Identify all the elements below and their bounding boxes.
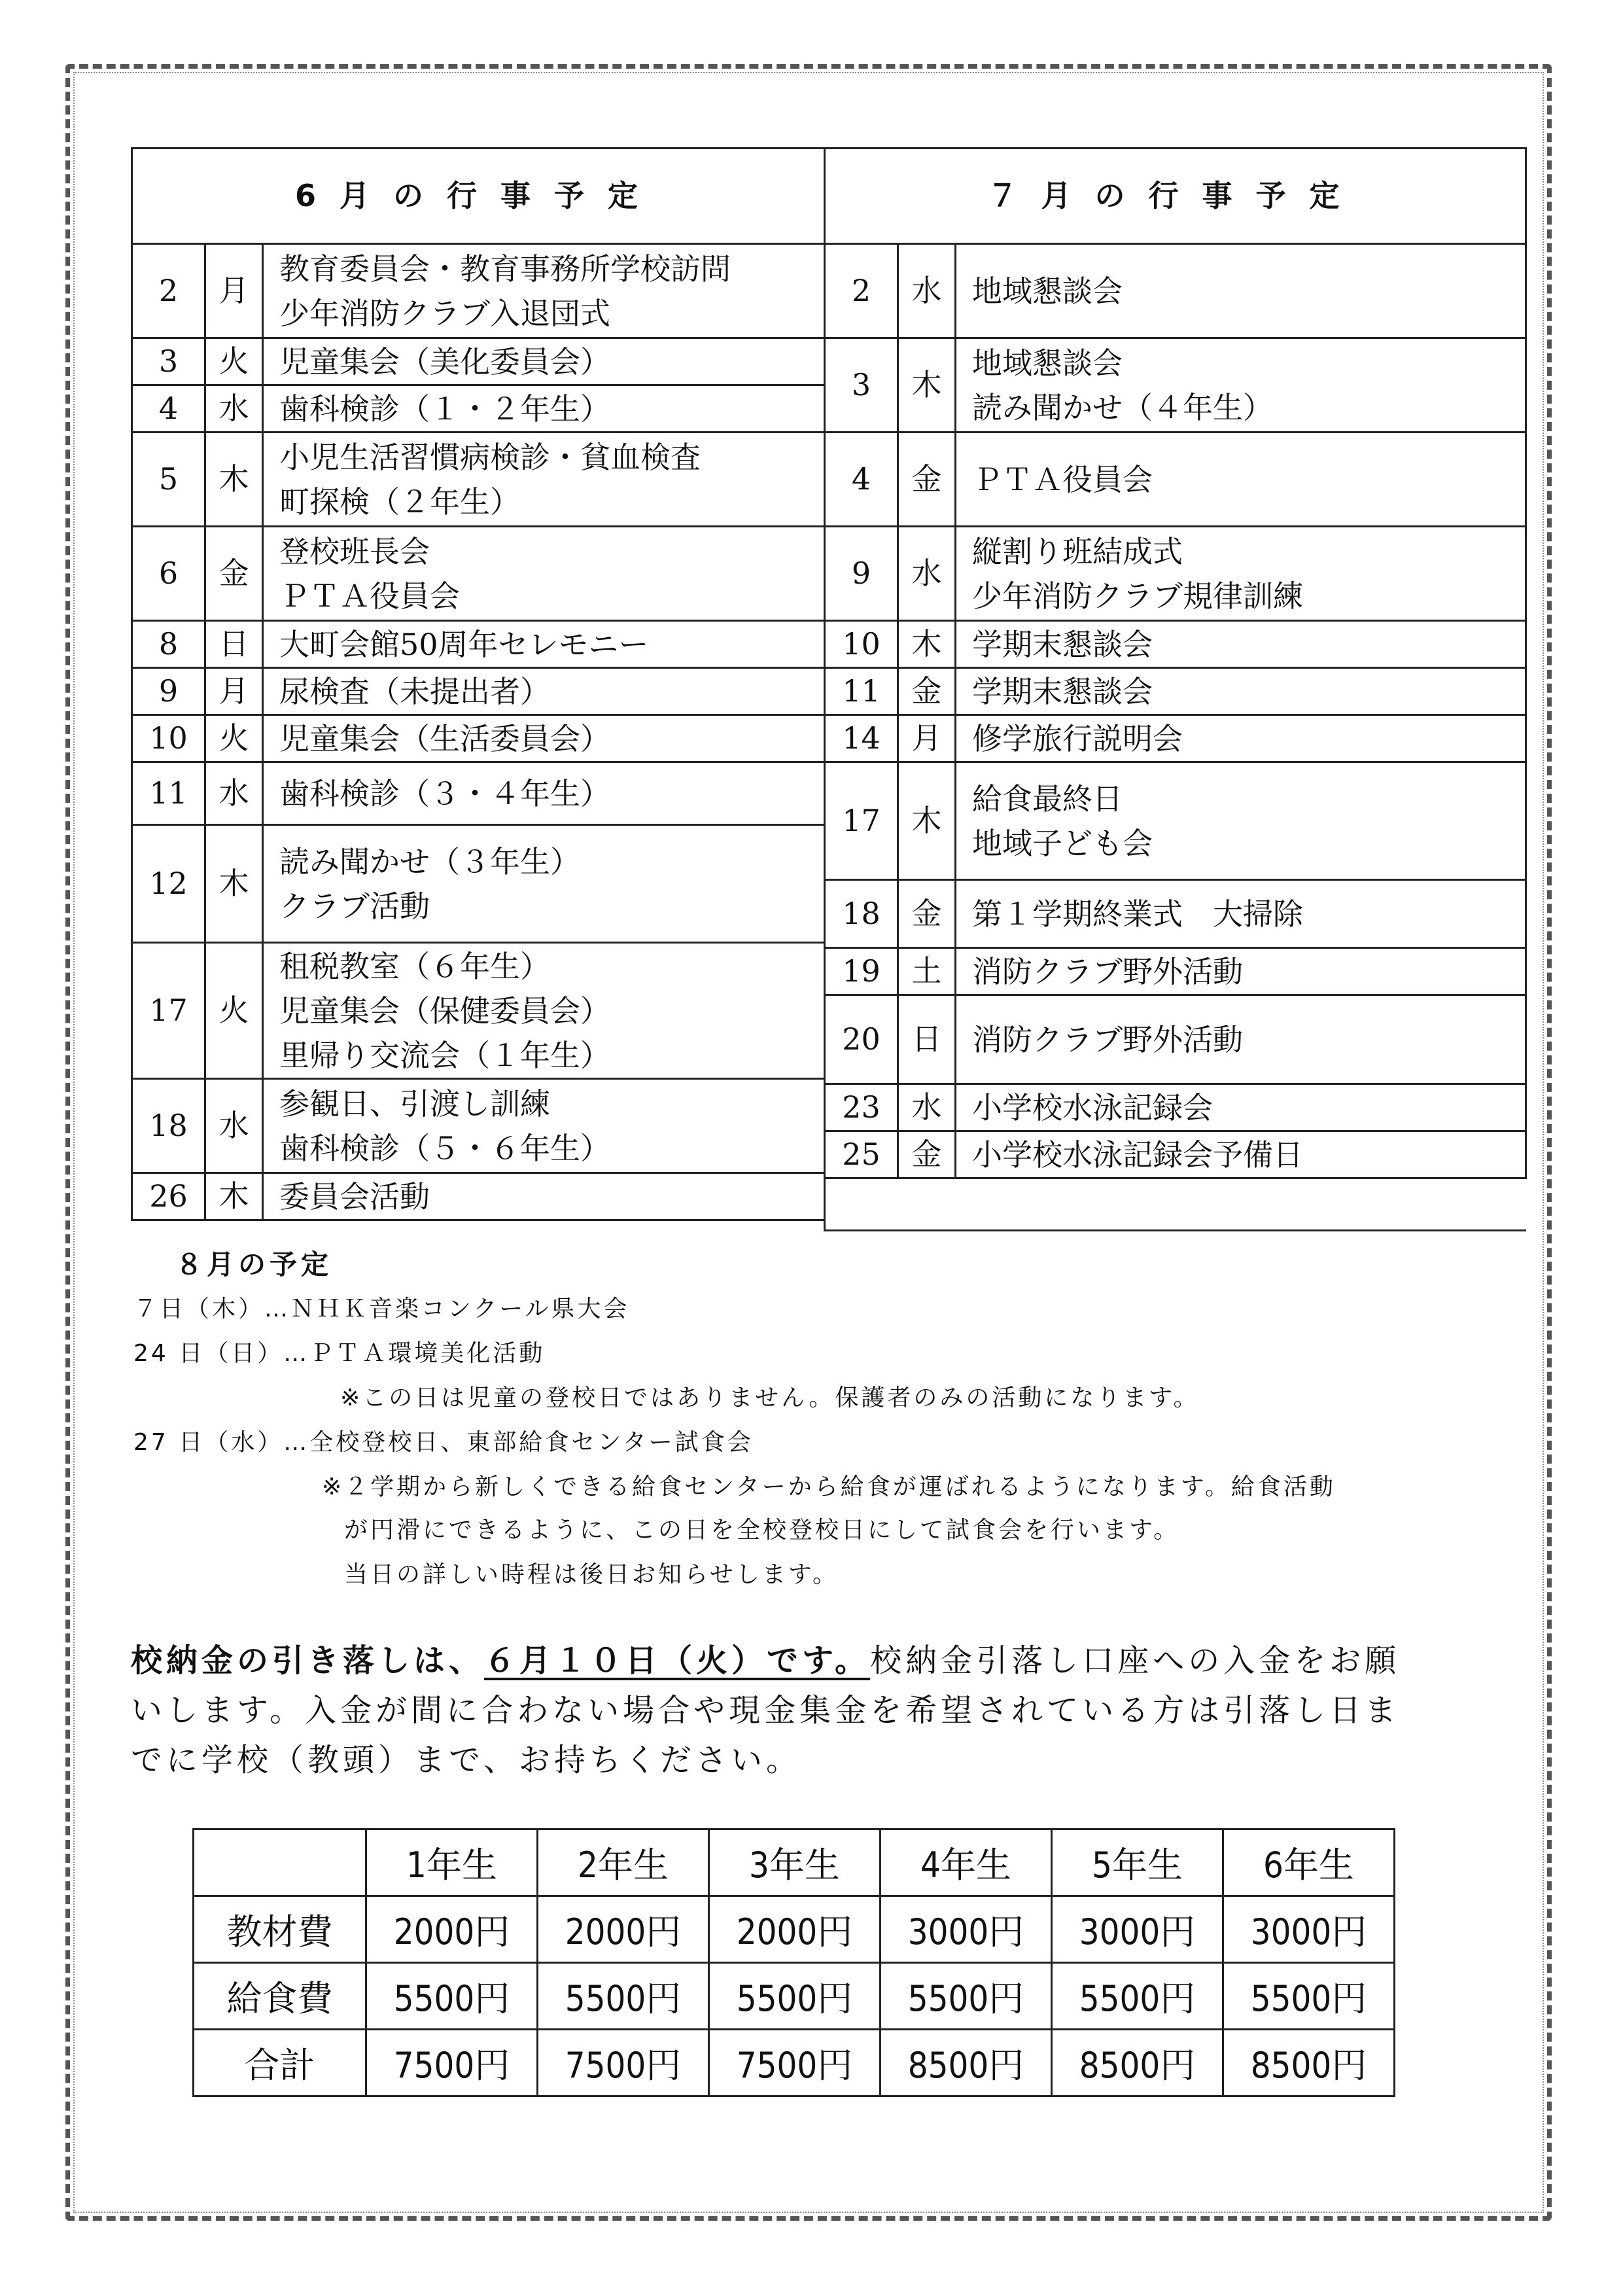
july-events: [956, 433, 1526, 527]
event-line: 大町会館50周年セレモニー: [279, 626, 649, 662]
event-line: 児童集会（生活委員会）: [279, 720, 610, 756]
july-events: [956, 715, 1526, 762]
july-weekday: 木: [898, 762, 956, 880]
fee-header: 3年生: [709, 1829, 881, 1896]
june-events: [263, 943, 825, 1079]
june-weekday: 水: [205, 385, 263, 433]
fee-cell: 8500円: [1052, 2030, 1223, 2096]
june-schedule-table: [131, 147, 826, 1221]
august-line: ７日（木）…ＮＨＫ音楽コンクール県大会: [133, 1296, 630, 1322]
fee-header: 4年生: [881, 1829, 1052, 1896]
june-events: [263, 338, 825, 385]
event-line: 町探検（２年生）: [279, 484, 520, 520]
june-day: 6: [132, 527, 205, 621]
fee-cell: 2000円: [538, 1896, 709, 1963]
july-day: 10: [825, 621, 898, 668]
july-weekday: 水: [898, 527, 956, 621]
june-day: 10: [132, 715, 205, 762]
event-line: 尿検査（未提出者）: [279, 673, 550, 709]
event-line: 地域懇談会: [972, 273, 1123, 309]
july-events: [956, 1084, 1526, 1131]
july-day: 9: [825, 527, 898, 621]
august-note: ※２学期から新しくできる給食センターから給食が運ばれるようになります。給食活動: [322, 1474, 1336, 1500]
july-events: [956, 527, 1526, 621]
june-weekday: 火: [205, 943, 263, 1079]
fee-cell: 3000円: [1223, 1896, 1395, 1963]
july-day: 19: [825, 948, 898, 995]
july-day: 18: [825, 880, 898, 948]
july-header: ７月の行事予定: [825, 149, 1526, 244]
june-events: [263, 385, 825, 433]
june-header: 6月の行事予定: [132, 149, 825, 244]
june-events: [263, 668, 825, 715]
fee-line3: でに学校（教頭）まで、お持ちください。: [131, 1742, 802, 1778]
july-day: 25: [825, 1131, 898, 1178]
july-weekday: 金: [898, 880, 956, 948]
event-line: 少年消防クラブ入退団式: [279, 295, 610, 331]
event-line: 教育委員会・教育事務所学校訪問: [279, 251, 731, 287]
july-weekday: 水: [898, 1084, 956, 1131]
fee-date: ６月１０日（火）です。: [484, 1642, 871, 1679]
fee-cell: 8500円: [881, 2030, 1052, 2096]
august-title: ８月の予定: [175, 1248, 333, 1280]
event-line: 登校班長会: [279, 533, 430, 569]
fee-cell: 3000円: [881, 1896, 1052, 1963]
event-line: 児童集会（保健委員会）: [279, 993, 610, 1029]
july-events: [956, 338, 1526, 433]
july-events: [956, 668, 1526, 715]
event-line: 租税教室（６年生）: [279, 948, 550, 984]
july-weekday: 金: [898, 433, 956, 527]
event-line: 小学校水泳記録会: [972, 1089, 1213, 1125]
fee-header: 5年生: [1052, 1829, 1223, 1896]
july-weekday: 金: [898, 668, 956, 715]
fee-row-label: 教材費: [194, 1896, 366, 1963]
event-line: 地域子ども会: [972, 825, 1153, 861]
fee-cell: 7500円: [366, 2030, 538, 2096]
event-line: 縦割り班結成式: [972, 533, 1183, 569]
june-day: 17: [132, 943, 205, 1079]
event-line: 歯科検診（３・４年生）: [279, 775, 610, 811]
fee-cell: 5500円: [538, 1963, 709, 2030]
fee-cell: 3000円: [1052, 1896, 1223, 1963]
fee-row-label: 給食費: [194, 1963, 366, 2030]
july-weekday: 月: [898, 715, 956, 762]
june-events: [263, 433, 825, 527]
june-weekday: 火: [205, 715, 263, 762]
event-line: 参観日、引渡し訓練: [279, 1086, 550, 1122]
event-line: 学期末懇談会: [972, 673, 1153, 709]
event-line: 読み聞かせ（４年生）: [972, 389, 1273, 425]
fee-cell: 5500円: [881, 1963, 1052, 2030]
july-day: 14: [825, 715, 898, 762]
june-day: 12: [132, 825, 205, 943]
event-line: 消防クラブ野外活動: [972, 1021, 1243, 1057]
event-line: ＰＴＡ役員会: [279, 578, 460, 614]
july-events: [956, 880, 1526, 948]
fee-cell: 2000円: [709, 1896, 881, 1963]
event-line: 小児生活習慣病検診・貧血検査: [279, 439, 701, 475]
june-events: [263, 621, 825, 668]
fee-cell: 5500円: [1052, 1963, 1223, 2030]
fee-table: [192, 1828, 1395, 2097]
fee-cell: 5500円: [366, 1963, 538, 2030]
august-note: が円滑にできるように、この日を全校登校日にして試食会を行います。: [344, 1517, 1180, 1544]
event-line: クラブ活動: [279, 888, 430, 924]
event-line: 小学校水泳記録会予備日: [972, 1137, 1303, 1173]
fee-line2: いします。入金が間に合わない場合や現金集金を希望されている方は引落し日ま: [131, 1692, 1401, 1729]
july-day: 20: [825, 995, 898, 1084]
august-note: 当日の詳しい時程は後日お知らせします。: [344, 1561, 839, 1588]
event-line: 修学旅行説明会: [972, 720, 1183, 756]
fee-cell: 8500円: [1223, 2030, 1395, 2096]
july-day: 2: [825, 244, 898, 338]
event-line: 消防クラブ野外活動: [972, 953, 1243, 989]
event-line: ＰＴＡ役員会: [972, 461, 1153, 497]
july-weekday: 土: [898, 948, 956, 995]
fee-header: 1年生: [366, 1829, 538, 1896]
june-day: 8: [132, 621, 205, 668]
july-weekday: 木: [898, 338, 956, 433]
event-line: 第１学期終業式 大掃除: [972, 896, 1303, 932]
june-events: [263, 1079, 825, 1173]
june-day: 26: [132, 1173, 205, 1220]
june-events: [263, 762, 825, 825]
july-weekday: 金: [898, 1131, 956, 1178]
june-weekday: 木: [205, 1173, 263, 1220]
event-line: 里帰り交流会（１年生）: [279, 1037, 610, 1073]
june-events: [263, 527, 825, 621]
july-day: 11: [825, 668, 898, 715]
empty-cell: [825, 1178, 1526, 1231]
june-day: 3: [132, 338, 205, 385]
fee-rest: 校納金引落し口座への入金をお願: [870, 1642, 1401, 1679]
june-day: 18: [132, 1079, 205, 1173]
july-weekday: 日: [898, 995, 956, 1084]
event-line: 歯科検診（５・６年生）: [279, 1130, 610, 1166]
event-line: 少年消防クラブ規律訓練: [972, 578, 1303, 614]
july-weekday: 木: [898, 621, 956, 668]
june-weekday: 火: [205, 338, 263, 385]
july-events: [956, 621, 1526, 668]
fee-cell: 7500円: [709, 2030, 881, 2096]
fee-cell: 2000円: [366, 1896, 538, 1963]
event-line: 歯科検診（１・２年生）: [279, 391, 610, 427]
event-line: 地域懇談会: [972, 345, 1123, 381]
june-events: [263, 825, 825, 943]
august-line: 24 日（日）…ＰＴＡ環境美化活動: [133, 1340, 546, 1367]
june-day: 9: [132, 668, 205, 715]
june-weekday: 月: [205, 244, 263, 338]
july-events: [956, 244, 1526, 338]
event-line: 児童集会（美化委員会）: [279, 344, 610, 380]
june-weekday: 木: [205, 433, 263, 527]
event-line: 学期末懇談会: [972, 626, 1153, 662]
fee-cell: 5500円: [709, 1963, 881, 2030]
fee-notice: [131, 1636, 1478, 1785]
event-line: 給食最終日: [972, 781, 1123, 817]
july-day: 4: [825, 433, 898, 527]
june-weekday: 水: [205, 762, 263, 825]
june-events: [263, 715, 825, 762]
fee-header: 2年生: [538, 1829, 709, 1896]
july-events: [956, 762, 1526, 880]
event-line: 読み聞かせ（３年生）: [279, 843, 580, 879]
june-weekday: 木: [205, 825, 263, 943]
june-weekday: 日: [205, 621, 263, 668]
fee-header: 6年生: [1223, 1829, 1395, 1896]
june-events: [263, 244, 825, 338]
august-line: 27 日（水）…全校登校日、東部給食センター試食会: [133, 1429, 754, 1456]
fee-row-label: 合計: [194, 2030, 366, 2096]
july-events: [956, 995, 1526, 1084]
june-weekday: 月: [205, 668, 263, 715]
june-weekday: 金: [205, 527, 263, 621]
june-day: 2: [132, 244, 205, 338]
july-day: 3: [825, 338, 898, 433]
july-events: [956, 1131, 1526, 1178]
fee-cell: 5500円: [1223, 1963, 1395, 2030]
june-day: 4: [132, 385, 205, 433]
fee-cell: 7500円: [538, 2030, 709, 2096]
event-line: 委員会活動: [279, 1178, 430, 1214]
fee-header-blank: [194, 1829, 366, 1896]
fee-lead: 校納金の引き落しは、: [131, 1642, 485, 1679]
july-schedule-table: [824, 147, 1527, 1231]
july-day: 17: [825, 762, 898, 880]
june-weekday: 水: [205, 1079, 263, 1173]
june-day: 11: [132, 762, 205, 825]
june-day: 5: [132, 433, 205, 527]
june-events: [263, 1173, 825, 1220]
july-events: [956, 948, 1526, 995]
august-note: ※この日は児童の登校日ではありません。保護者のみの活動になります。: [340, 1385, 1200, 1411]
july-weekday: 水: [898, 244, 956, 338]
july-day: 23: [825, 1084, 898, 1131]
